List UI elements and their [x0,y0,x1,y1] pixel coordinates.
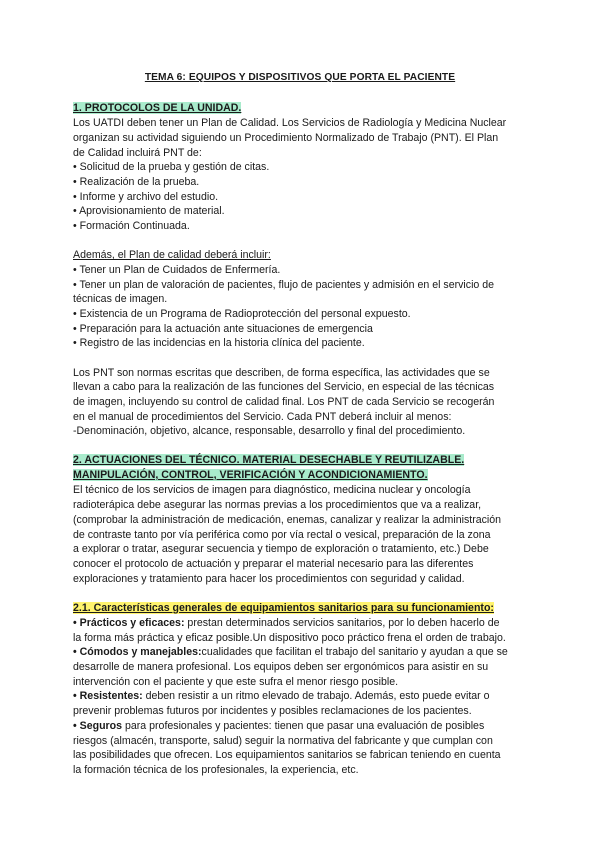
section-2-heading-text: MANIPULACIÓN, CONTROL, VERIFICACIÓN Y ACONDICIONAMIENTO. [73,469,428,481]
paragraph-line: a explorar o tratar, asegurar secuencia y tiempo de exploración o tratamiento, etc.) Debe [73,543,489,555]
section-1-heading [73,101,241,116]
item-text: cualidades que facilitan el trabajo del sanitario y ayudan a que se [201,646,508,658]
list-item: • Tener un plan de valoración de pacientes, flujo de pacientes y admisión en el servicio de [73,279,495,291]
list-item: técnicas de imagen. [73,293,168,305]
paragraph-line: Los UATDI deben tener un Plan de Calidad. Los Servicios de Radiología y Medicina Nuclear [73,117,507,129]
list-item: • Existencia de un Programa de Radioprotección del personal expuesto. [73,308,411,320]
list-item: • Formación Continuada. [73,220,190,232]
paragraph-line: de contraste tanto por vía periférica como por vía rectal o vesical, preparación de la zona [73,529,491,541]
item-label: • Resistentes: [73,690,143,702]
list-item: • Informe y archivo del estudio. [73,191,219,203]
item-text: para profesionales y pacientes: tienen que pasar una evaluación de posibles [122,720,485,732]
document-title: TEMA 6: EQUIPOS Y DISPOSITIVOS QUE PORTA EL PACIENTE [144,72,456,83]
section-1-heading-text: 1. PROTOCOLOS DE LA UNIDAD. [73,102,242,114]
item-label: • Prácticos y eficaces: [73,617,185,629]
list-item: • Registro de las incidencias en la historia clínica del paciente. [73,337,365,349]
ademas-label: Además, el Plan de calidad deberá incluir: [73,249,271,261]
list-item: • Preparación para la actuación ante situaciones de emergencia [73,323,373,335]
paragraph-line: desarrolle de manera profesional. Los equipos deben ser ergonómicos para asistir en su [73,661,489,673]
list-item: • Tener un Plan de Cuidados de Enfermería. [73,264,281,276]
item-label: • Seguros [73,720,123,732]
section-2-heading-text: 2. ACTUACIONES DEL TÉCNICO. MATERIAL DESECHABLE Y REUTILIZABLE. [73,454,465,466]
paragraph-line: organizan su actividad siguiendo un Procedimiento Normalizado de Trabajo (PNT). El Plan [73,132,499,144]
paragraph-line: de imagen, incluyendo su control de calidad final. Los PNT de cada Servicio se recogerán [73,396,495,408]
list-item-resistentes [73,689,490,704]
section-2-1-heading [73,601,494,616]
list-item: • Aprovisionamiento de material. [73,205,225,217]
list-item-comodos [73,645,508,660]
list-item-seguros [73,719,484,734]
paragraph-line: El técnico de los servicios de imagen para diagnóstico, medicina nuclear y oncología [73,484,471,496]
paragraph-line: radioterápica debe asegurar las normas previas a los procedimientos que va a realizar, [73,499,482,511]
item-text: deben resistir a un ritmo elevado de trabajo. Además, esto puede evitar o [142,690,490,702]
section-2-1-heading-text: 2.1. Características generales de equipamientos sanitarios para su funcionamiento: [73,602,494,614]
item-label: • Cómodos y manejables: [73,646,202,658]
paragraph-line: intervención con el paciente y que este sufra el menor riesgo posible. [73,676,399,688]
list-item-practicos [73,616,500,631]
paragraph-line: conocer el protocolo de actuación y preparar el material necesario para las diferentes [73,558,474,570]
paragraph-line: la forma más práctica y eficaz posible.Un dispositivo poco práctico frena el orden de trabajo. [73,632,506,644]
paragraph-line: llevan a cabo para la realización de las funciones del Servicio, en especial de las técnicas [73,381,495,393]
paragraph-line: en el manual de procedimientos del Servicio. Cada PNT deberá incluir al menos: [73,411,452,423]
item-text: prestan determinados servicios sanitarios, por lo deben hacerlo de [184,617,500,629]
section-2-heading-line-2 [73,468,428,483]
paragraph-line: prevenir problemas futuros por incidentes y posibles reclamaciones de los pacientes. [73,705,472,717]
section-2-heading-line-1 [73,453,464,468]
paragraph-line: -Denominación, objetivo, alcance, responsable, desarrollo y final del procedimiento. [73,425,466,437]
paragraph-line: (comprobar la administración de medicación, enemas, canalizar y realizar la administración [73,514,502,526]
list-item: • Realización de la prueba. [73,176,200,188]
paragraph-line: las posibilidades que ofrecen. Los equipamientos sanitarios se fabrican teniendo en cuenta [73,749,501,761]
paragraph-line: riesgos (almacén, transporte, salud) seguir la normativa del fabricante y que cumplan con [73,735,493,747]
paragraph-line: de Calidad incluirá PNT de: [73,147,202,159]
list-item: • Solicitud de la prueba y gestión de citas. [73,161,270,173]
paragraph-line: exploraciones y tratamiento para hacer los procedimientos con seguridad y calidad. [73,573,465,585]
paragraph-line: Los PNT son normas escritas que describen, de forma específica, las actividades que se [73,367,490,379]
paragraph-line: la formación técnica de los profesionales, la experiencia, etc. [73,764,359,776]
